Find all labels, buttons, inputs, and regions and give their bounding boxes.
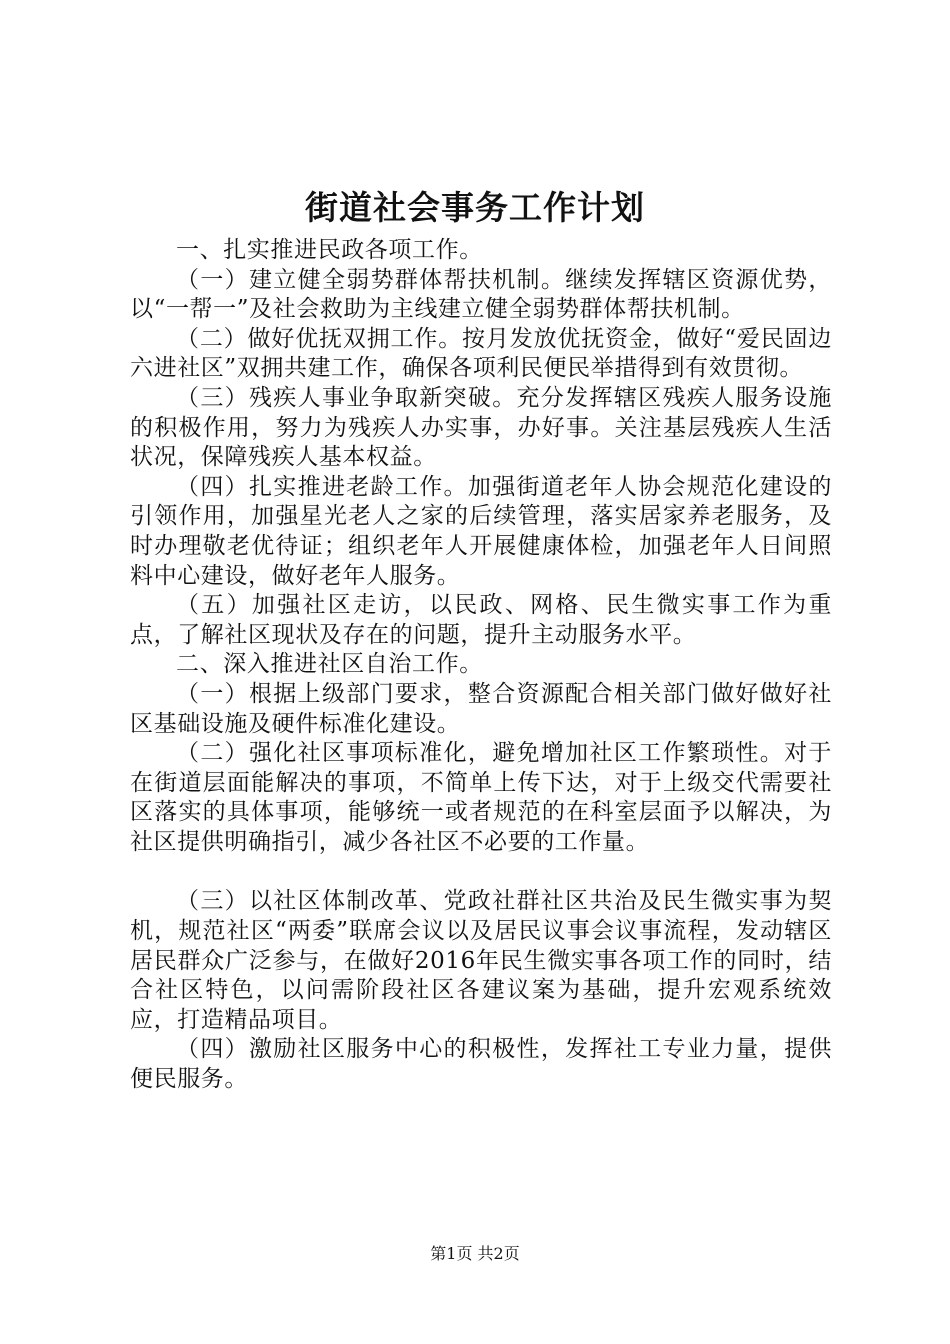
paragraph: （五）加强社区走访，以民政、网格、民生微实事工作为重点，了解社区现状及存在的问题，提升主动服务水平。 bbox=[130, 592, 832, 648]
paragraph: （四）激励社区服务中心的积极性，发挥社工专业力量，提供便民服务。 bbox=[130, 1036, 832, 1093]
paragraph: （一）根据上级部门要求，整合资源配合相关部门做好做好社区基础设施及硬件标准化建设。 bbox=[130, 680, 832, 737]
section-heading-1: 一、扎实推进民政各项工作。 bbox=[176, 237, 483, 263]
paragraph: （二）做好优抚双拥工作。按月发放优抚资金，做好“爱民固边六进社区”双拥共建工作，确保各项利民便民举措得到有效贯彻。 bbox=[130, 325, 832, 382]
paragraph: （三）残疾人事业争取新突破。充分发挥辖区残疾人服务设施的积极作用，努力为残疾人办实事，办好事。关注基层残疾人生活状况，保障残疾人基本权益。 bbox=[130, 384, 832, 471]
paragraph: （二）强化社区事项标准化，避免增加社区工作繁琐性。对于在街道层面能解决的事项，不简单上传下达，对于上级交代需要社区落实的具体事项，能够统一或者规范的在科室层面予以解决，为社区提供明确指引，减少各社区不必要的工作量。 bbox=[130, 740, 832, 855]
paragraph: （三）以社区体制改革、党政社群社区共治及民生微实事为契机，规范社区“两委”联席会议以及居民议事会议事流程，发动辖区居民群众广泛参与，在做好2016年民生微实事各项工作的同时，结合社区特色，以问需阶段社区各建议案为基础，提升宏观系统效应，打造精品项目。 bbox=[130, 888, 832, 1033]
document-body bbox=[130, 236, 832, 1095]
section-heading-2: 二、深入推进社区自治工作。 bbox=[176, 651, 483, 678]
paragraph: （四）扎实推进老龄工作。加强街道老年人协会规范化建设的引领作用，加强星光老人之家的后续管理，落实居家养老服务，及时办理敬老优待证；组织老年人开展健康体检，加强老年人日间照料中心建设，做好老年人服务。 bbox=[130, 473, 832, 589]
document-title: 街道社会事务工作计划 bbox=[305, 188, 645, 227]
paragraph: （一）建立健全弱势群体帮扶机制。继续发挥辖区资源优势，以“一帮一”及社会救助为主线建立健全弱势群体帮扶机制。 bbox=[130, 266, 832, 323]
page-footer: 第1页 共2页 bbox=[430, 1244, 520, 1263]
